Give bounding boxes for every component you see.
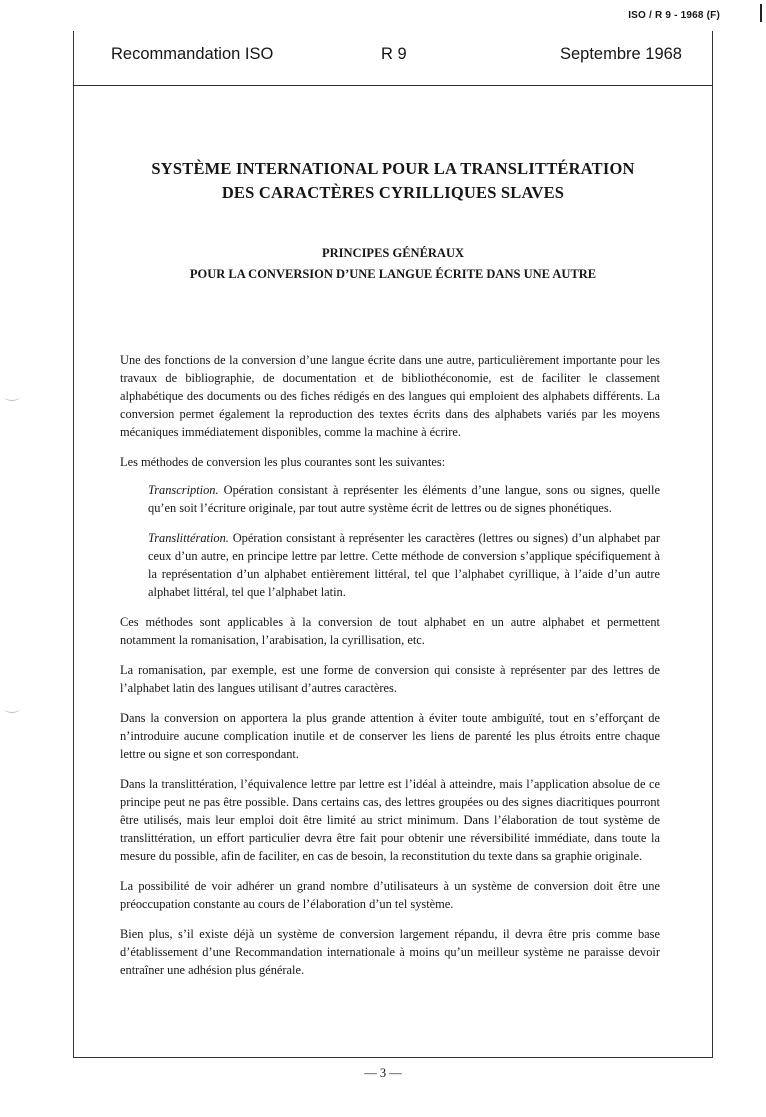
binding-mark bbox=[4, 392, 20, 401]
definition-term: Transcription. bbox=[148, 483, 219, 497]
title-line-1: SYSTÈME INTERNATIONAL POUR LA TRANSLITTÉRATION bbox=[151, 159, 635, 178]
definition-text: Opération consistant à représenter les caractères (lettres ou signes) d’un alphabet par ceux d’un autre, en principe lettre par lettre. Cette méthode de conversion s’applique spécifiquement à la représentation d’un alphabet entièrement littéral, tel que l’alphabet cyrillique, à l’aide d’un autre alphabet littéral, tel que l’alphabet latin. bbox=[148, 531, 660, 599]
body-text bbox=[120, 351, 660, 991]
paragraph: Bien plus, s’il existe déjà un système de conversion largement répandu, il devra être pris comme base d’établissement d’une Recommandation internationale à moins qu’un meilleur système ne paraisse devoir entraîner une adhésion plus générale. bbox=[120, 927, 660, 977]
intro-paragraph: Une des fonctions de la conversion d’une langue écrite dans une autre, particulièrement importante pour les travaux de bibliographie, de documentation et de bibliothéconomie, est de faciliter le classement alphabétique des documents ou des fiches rédigés en des langues qui emploient des alphabets différents. La conversion permet également la reproduction des textes écrits dans des alphabets variés par les moyens mécaniques immédiatement disponibles, comme la machine à écrire. bbox=[120, 353, 660, 439]
document-title bbox=[74, 157, 712, 205]
subtitle-line-1: PRINCIPES GÉNÉRAUX bbox=[321, 246, 465, 260]
header-number: R 9 bbox=[381, 45, 407, 63]
subtitle-line-2: POUR LA CONVERSION D’UNE LANGUE ÉCRITE DANS UNE AUTRE bbox=[189, 267, 597, 281]
definition-transcription bbox=[148, 481, 660, 517]
definition-transliteration bbox=[148, 529, 660, 601]
page-number: — 3 — bbox=[364, 1066, 402, 1080]
paragraph: La possibilité de voir adhérer un grand nombre d’utilisateurs à un système de conversion doit être une préoccupation constante au cours de l’élaboration d’un tel système. bbox=[120, 879, 660, 911]
paragraph: Dans la conversion on apportera la plus grande attention à éviter toute ambiguïté, tout en s’efforçant de n’introduire aucune complication inutile et de conserver les liens de parenté les plus étroits entre chaque lettre ou signe et son correspondant. bbox=[120, 711, 660, 761]
methods-intro: Les méthodes de conversion les plus courantes sont les suivantes: bbox=[120, 455, 446, 469]
header-divider bbox=[74, 85, 712, 86]
document-reference: ISO / R 9 - 1968 (F) bbox=[628, 10, 720, 21]
page-edge-mark bbox=[760, 4, 762, 22]
binding-mark bbox=[4, 704, 20, 713]
title-line-2: DES CARACTÈRES CYRILLIQUES SLAVES bbox=[221, 183, 565, 202]
footer-divider bbox=[73, 1057, 713, 1058]
paragraph: La romanisation, par exemple, est une forme de conversion qui consiste à représenter par des lettres de l’alphabet latin des langues utilisant d’autres caractères. bbox=[120, 663, 660, 695]
paragraph: Dans la translittération, l’équivalence lettre par lettre est l’idéal à atteindre, mais l’application absolue de ce principe peut ne pas être possible. Dans certains cas, des lettres groupées ou des signes diacritiques pourront être utilisés, mais leur emploi doit être limité au strict minimum. Dans l’élaboration de tout système de translittération, un effort particulier devra être fait pour obtenir une réversibilité immédiate, dans toute la mesure du possible, afin de faciliter, en cas de besoin, la reconstitution du texte dans sa graphie originale. bbox=[120, 777, 660, 863]
definition-term: Translittération. bbox=[148, 531, 229, 545]
paragraph: Ces méthodes sont applicables à la conversion de tout alphabet en un autre alphabet et permettent notamment la romanisation, l’arabisation, la cyrillisation, etc. bbox=[120, 615, 660, 647]
section-subtitle bbox=[74, 243, 712, 285]
page-frame bbox=[73, 31, 713, 1058]
header-date: Septembre 1968 bbox=[559, 45, 682, 63]
header-recommendation: Recommandation ISO bbox=[111, 45, 274, 63]
document-header bbox=[74, 43, 712, 71]
definition-text: Opération consistant à représenter les éléments d’une langue, sons ou signes, quelle qu’en soit l’écriture originale, par tout autre système écrit de lettres ou de signes phonétiques. bbox=[148, 483, 660, 515]
